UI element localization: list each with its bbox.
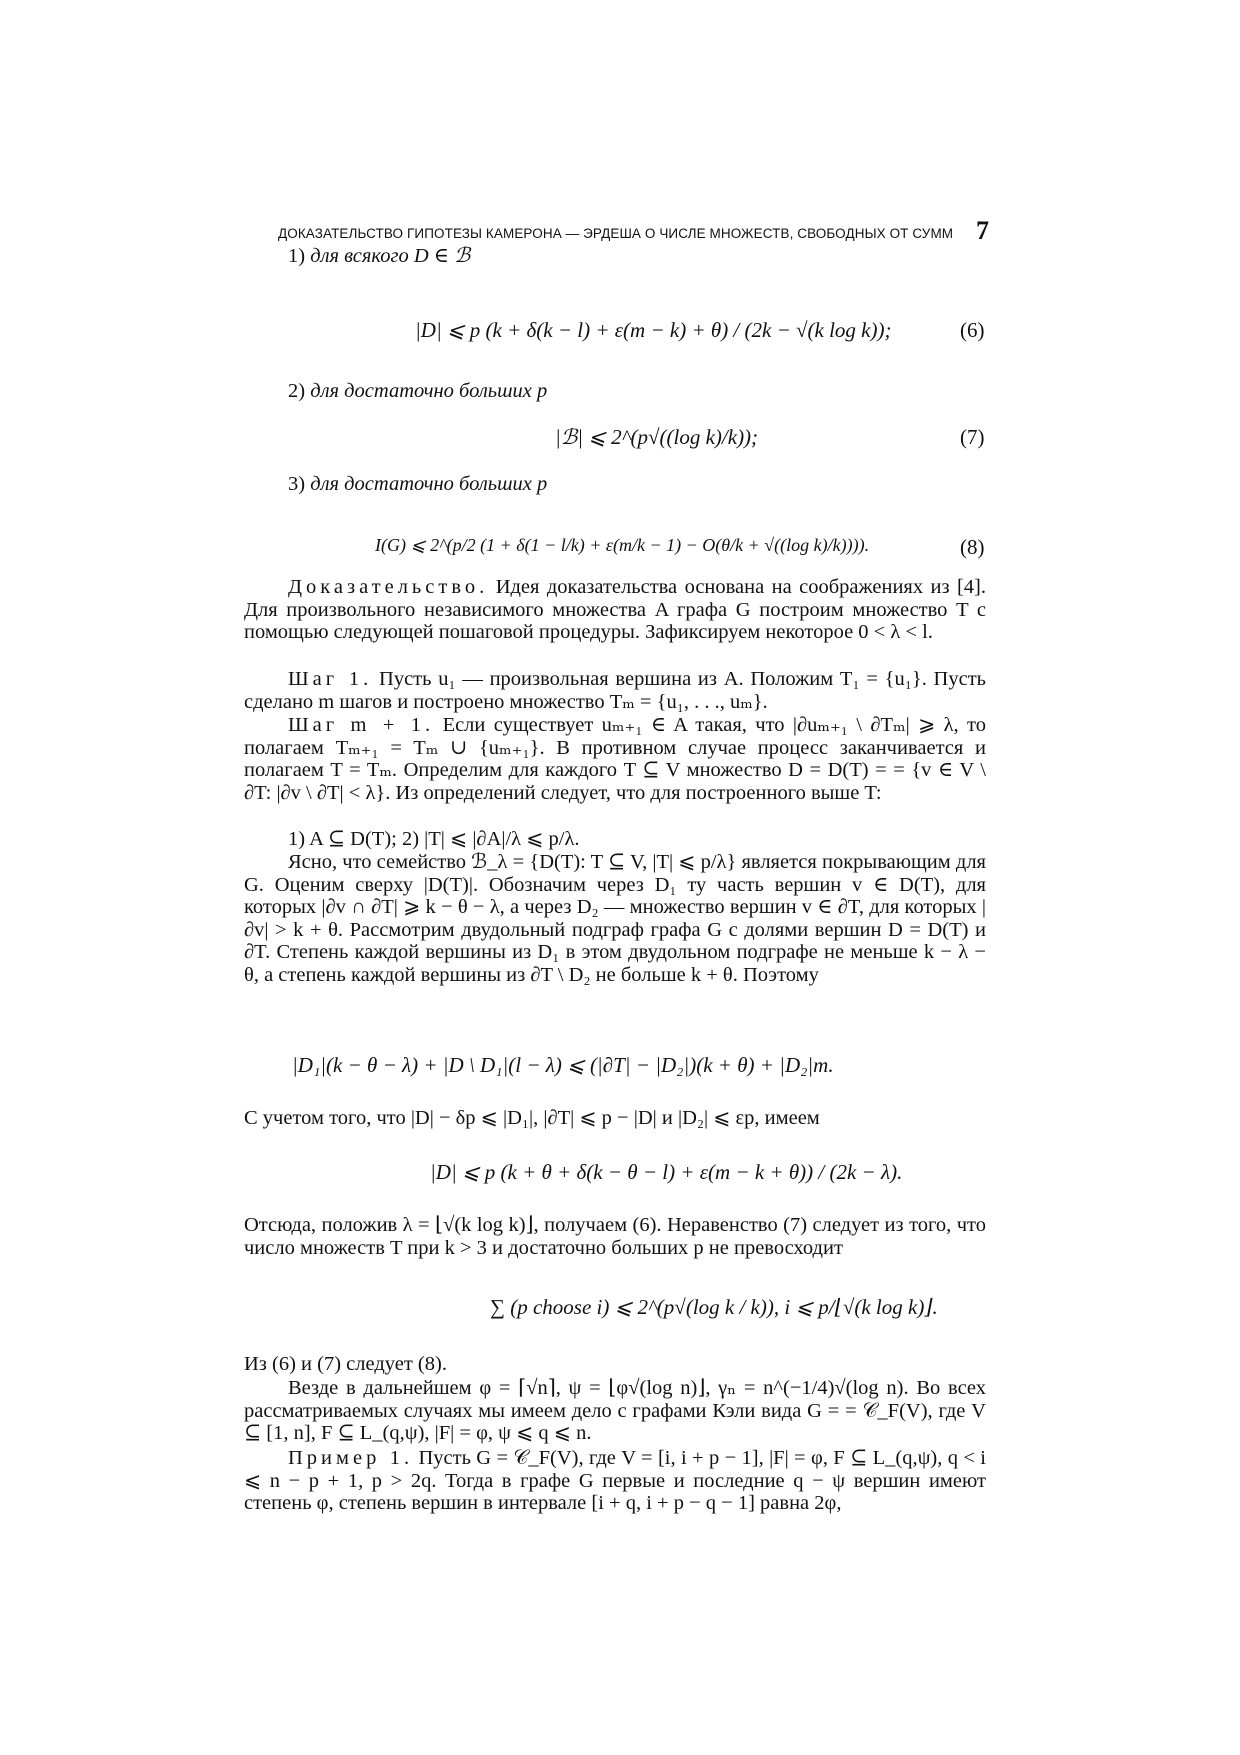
equation-number-7: (7) <box>960 425 985 449</box>
step-m-heading: Шаг m + 1. <box>288 714 435 736</box>
inequality-1: |D₁|(k − θ − λ) + |D \ D₁|(l − λ) ⩽ (|∂T| − |D₂|)(k + θ) + |D₂|m. <box>292 1053 834 1077</box>
running-header: ДОКАЗАТЕЛЬСТВО ГИПОТЕЗЫ КАМЕРОНА — ЭРДЕША О ЧИСЛЕ МНОЖЕСТВ, СВОБОДНЫХ ОТ СУММ <box>278 226 954 241</box>
condition-2-label: 2) <box>288 380 306 402</box>
hence-paragraph: Отсюда, положив λ = ⌊√(k log k)⌋, получаем (6). Неравенство (7) следует из того, что число множеств T при k > 3 и достаточно больших p не превосходит <box>244 1214 986 1259</box>
example-paragraph <box>244 1447 986 1515</box>
from-line: Из (6) и (7) следует (8). <box>244 1353 447 1375</box>
proof-paragraph <box>244 576 986 644</box>
condition-3-text: для достаточно больших p <box>310 473 548 495</box>
properties-line: 1) A ⊆ D(T); 2) |T| ⩽ |∂A|/λ ⩽ p/λ. <box>288 828 580 850</box>
step-m-paragraph <box>244 714 986 804</box>
account-paragraph: С учетом того, что |D| − δp ⩽ |D₁|, |∂T| ⩽ p − |D| и |D₂| ⩽ εp, имеем <box>244 1107 820 1129</box>
proof-heading: Доказательство. <box>288 576 489 598</box>
condition-1 <box>288 244 470 268</box>
example-heading: Пример 1. <box>288 1447 414 1469</box>
condition-2-text: для достаточно больших p <box>310 380 548 402</box>
equation-number-8: (8) <box>960 535 985 559</box>
condition-2 <box>288 379 547 403</box>
formula-8: I(G) ⩽ 2^(p/2 (1 + δ(1 − l/k) + ε(m/k − 1) − O(θ/k + √((log k)/k)))). <box>375 535 870 555</box>
condition-1-text: для всякого D ∈ ℬ <box>310 245 471 267</box>
step-1-heading: Шаг 1. <box>288 668 373 690</box>
step-m-text: Если существует uₘ₊₁ ∈ A такая, что |∂uₘ₊₁ \ ∂Tₘ| ⩾ λ, то полагаем Tₘ₊₁ = Tₘ ∪ {uₘ₊₁}. В противном случае процесс заканчивается и полагаем T = Tₘ. Определим для каждого T ⊆ V множество D = D(T) = = {v ∈ V \ ∂T: |∂v \ ∂T| < λ}. Из определений следует, что для построенного выше T: <box>244 714 986 804</box>
condition-3 <box>288 472 547 496</box>
everywhere-paragraph: Везде в дальнейшем φ = ⌈√n⌉, ψ = ⌊φ√(log n)⌋, γₙ = n^(−1/4)√(log n). Во всех рассматриваемых случаях мы имеем дело с графами Кэли вида G = = 𝒞_F(V), где V ⊆ [1, n], F ⊆ L_(q,ψ), |F| = φ, ψ ⩽ q ⩽ n. <box>244 1377 986 1445</box>
condition-3-label: 3) <box>288 473 306 495</box>
condition-1-label: 1) <box>288 245 306 267</box>
formula-6: |D| ⩽ p (k + δ(k − l) + ε(m − k) + θ) / (2k − √(k log k)); <box>415 318 892 342</box>
step-1-text: Пусть u₁ — произвольная вершина из A. Положим T₁ = {u₁}. Пусть сделано m шагов и построено множество Tₘ = {u₁, . . ., uₘ}. <box>244 668 987 713</box>
sum-formula: ∑ (p choose i) ⩽ 2^(p√(log k / k)), i ⩽ p/⌊√(k log k)⌋. <box>490 1295 938 1319</box>
equation-number-6: (6) <box>960 318 985 342</box>
proof-intro: Идея доказательства основана на соображениях из [4]. Для произвольного независимого множества A графа G построим множество T с помощью следующей пошаговой процедуры. Зафиксируем некоторое 0 < λ < l. <box>244 576 987 644</box>
step-1-paragraph <box>244 668 986 713</box>
example-text: Пусть G = 𝒞_F(V), где V = [i, i + p − 1], |F| = φ, F ⊆ L_(q,ψ), q < i ⩽ n − p + 1, p > 2q. Тогда в графе G первые и последние q − ψ вершин имеют степень φ, степень вершин в интервале [i + q, i + p − q − 1] равна 2φ, <box>244 1447 986 1515</box>
cover-paragraph: Ясно, что семейство ℬ_λ = {D(T): T ⊆ V, |T| ⩽ p/λ} является покрывающим для G. Оценим сверху |D(T)|. Обозначим через D₁ ту часть вершин v ∈ D(T), для которых |∂v ∩ ∂T| ⩾ k − θ − λ, а через D₂ — множество вершин v ∈ ∂T, для которых |∂v| > k + θ. Рассмотрим двудольный подграф графа G с долями вершин D = D(T) и ∂T. Степень каждой вершины из D₁ в этом двудольном подграфе не меньше k − λ − θ, а степень каждой вершины из ∂T \ D₂ не больше k + θ. Поэтому <box>244 851 986 986</box>
formula-7: |ℬ| ⩽ 2^(p√((log k)/k)); <box>555 425 759 449</box>
page-number: 7 <box>976 216 989 245</box>
inequality-2: |D| ⩽ p (k + θ + δ(k − θ − l) + ε(m − k + θ)) / (2k − λ). <box>430 1160 903 1184</box>
